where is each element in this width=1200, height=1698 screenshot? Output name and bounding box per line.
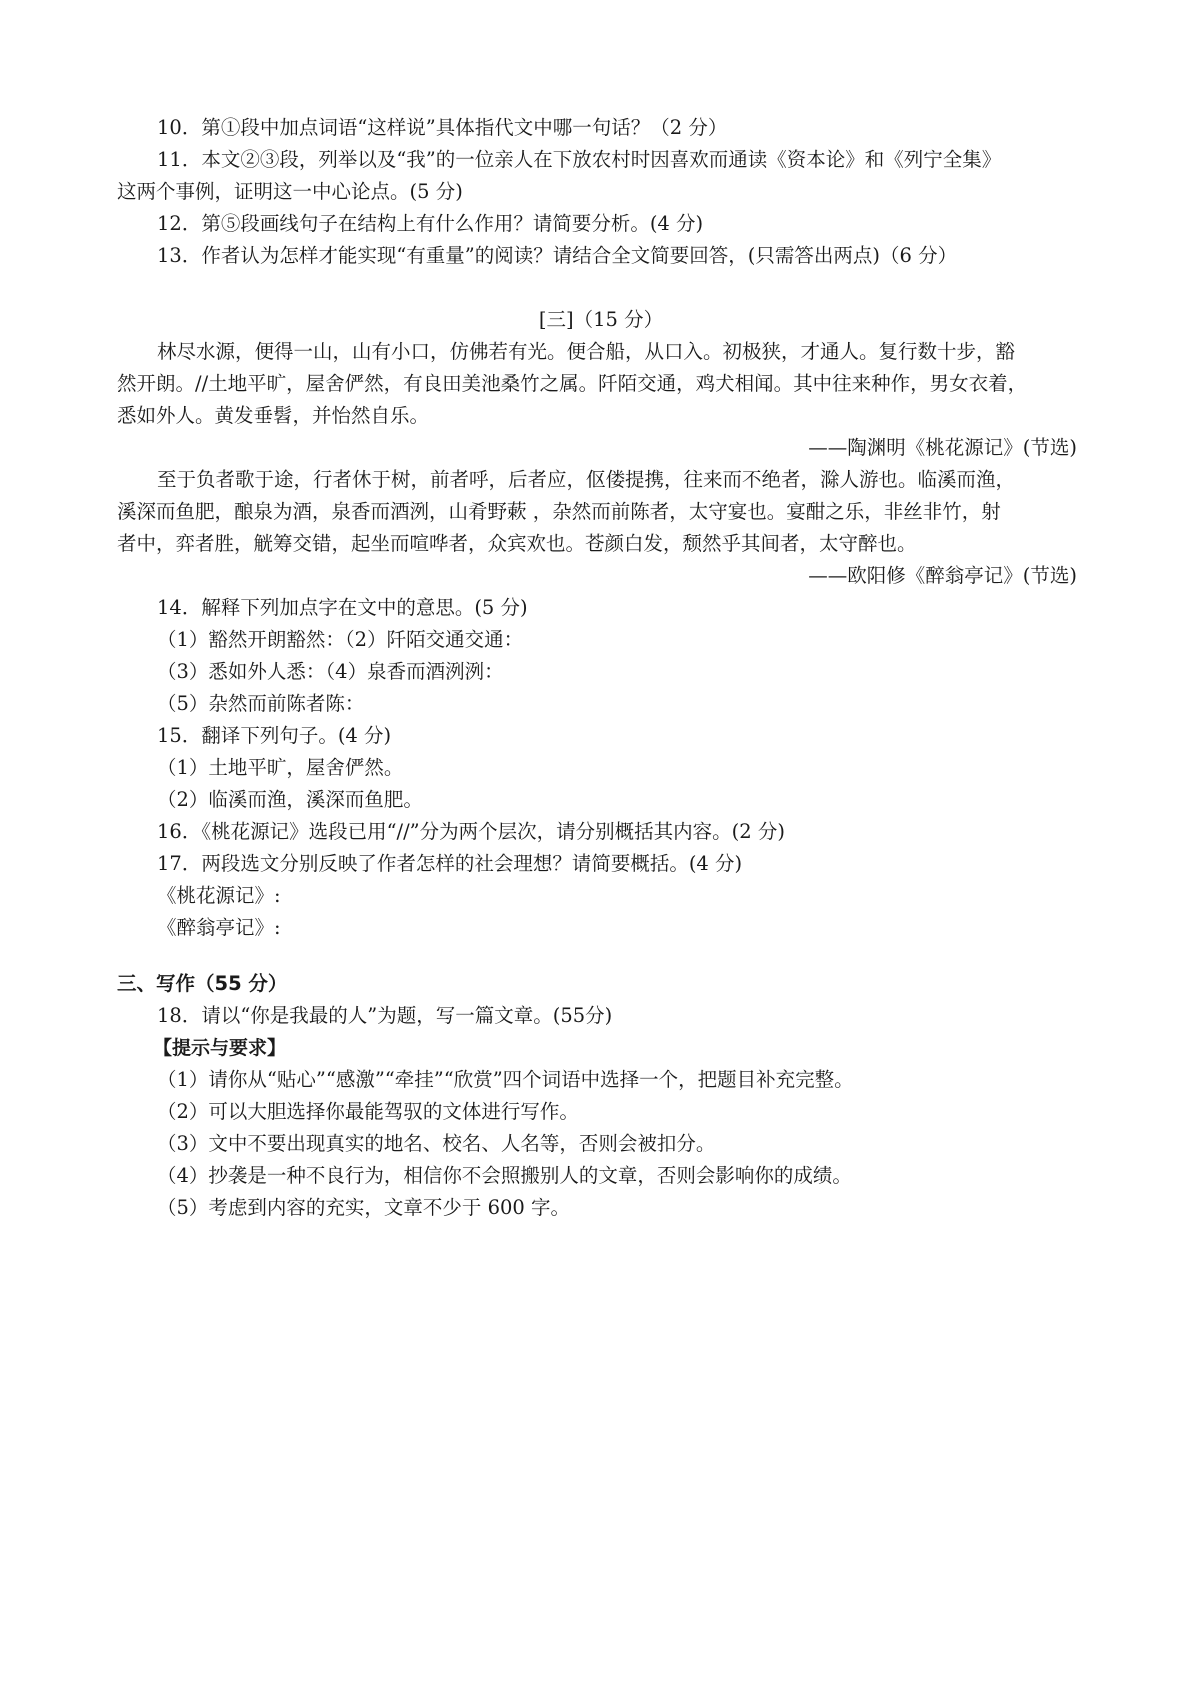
passage-1-source: ——陶渊明《桃花源记》(节选)	[808, 436, 1077, 459]
question-14-sub-1: （1）豁然开朗豁然：（2）阡陌交通交通：	[157, 628, 524, 651]
question-15-sub-1: （1）土地平旷，屋舍俨然。	[157, 756, 404, 779]
question-15: 15．翻译下列句子。(4 分)	[157, 724, 392, 747]
writing-hint-4: （4）抄袭是一种不良行为，相信你不会照搬别人的文章，否则会影响你的成绩。	[157, 1164, 852, 1187]
exam-page	[117, 112, 1085, 1224]
question-14-sub-3: （5）杂然而前陈者陈：	[157, 692, 365, 715]
writing-hint-3: （3）文中不要出现真实的地名、校名、人名等，否则会被扣分。	[157, 1132, 716, 1155]
question-14: 14．解释下列加点字在文中的意思。(5 分)	[157, 596, 528, 619]
question-17-answer-b: 《醉翁亭记》:	[157, 916, 281, 939]
question-17-answer-a: 《桃花源记》:	[157, 884, 281, 907]
writing-hint-2: （2）可以大胆选择你最能驾驭的文体进行写作。	[157, 1100, 579, 1123]
writing-hint-title: 【提示与要求】	[153, 1037, 287, 1059]
question-17: 17．两段选文分别反映了作者怎样的社会理想？请简要概括。(4 分)	[157, 852, 743, 875]
question-11-line-2: 这两个事例，证明这一中心论点。(5 分)	[117, 180, 463, 203]
question-15-sub-2: （2）临溪而渔，溪深而鱼肥。	[157, 788, 423, 811]
passage-1-line-1: 林尽水源，便得一山，山有小口，仿佛若有光。便合船，从口入。初极狭，才通人。复行数十步，豁	[157, 340, 1016, 363]
writing-section-title: 三、写作（55 分）	[117, 972, 288, 995]
passage-1-line-2: 然开朗。//土地平旷，屋舍俨然，有良田美池桑竹之属。阡陌交通，鸡犬相闻。其中往来种作，男女衣着，	[117, 372, 1028, 395]
question-11-line-1: 11．本文②③段，列举以及“我”的一位亲人在下放农村时因喜欢而通读《资本论》和《列宁全集》	[157, 148, 1002, 171]
question-12: 12．第⑤段画线句子在结构上有什么作用？请简要分析。(4 分)	[157, 212, 704, 235]
question-18: 18．请以“你是我最的人”为题，写一篇文章。(55分)	[157, 1004, 613, 1027]
writing-hint-1: （1）请你从“贴心”“感激”“牵挂”“欣赏”四个词语中选择一个，把题目补充完整。	[157, 1068, 854, 1091]
passage-2-source: ——欧阳修《醉翁亭记》(节选)	[808, 564, 1077, 587]
question-13: 13．作者认为怎样才能实现“有重量”的阅读？请结合全文简要回答，(只需答出两点)（6 分）	[157, 244, 958, 267]
passage-2-line-3: 者中，弈者胜，觥筹交错，起坐而喧哗者，众宾欢也。苍颜白发，颓然乎其间者，太守醉也。	[117, 532, 917, 555]
passage-3-header: [三]（15 分）	[538, 308, 664, 331]
passage-1-line-3: 悉如外人。黄发垂髫，并怡然自乐。	[117, 404, 430, 427]
writing-hint-5: （5）考虑到内容的充实，文章不少于 600 字。	[157, 1196, 571, 1219]
passage-2-line-1: 至于负者歌于途，行者休于树，前者呼，后者应，伛偻提携，往来而不绝者，滁人游也。临溪而渔，	[157, 468, 1016, 491]
question-14-sub-2: （3）悉如外人悉：（4）泉香而酒洌洌：	[157, 660, 504, 683]
question-16: 16．《桃花源记》选段已用“//”分为两个层次，请分别概括其内容。(2 分)	[157, 820, 785, 843]
passage-2-line-2: 溪深而鱼肥，酿泉为酒，泉香而酒洌，山肴野蔌 ，杂然而前陈者，太守宴也。宴酣之乐，非丝非竹，射	[117, 500, 1001, 523]
question-10: 10．第①段中加点词语“这样说”具体指代文中哪一句话？（2 分）	[157, 116, 728, 139]
